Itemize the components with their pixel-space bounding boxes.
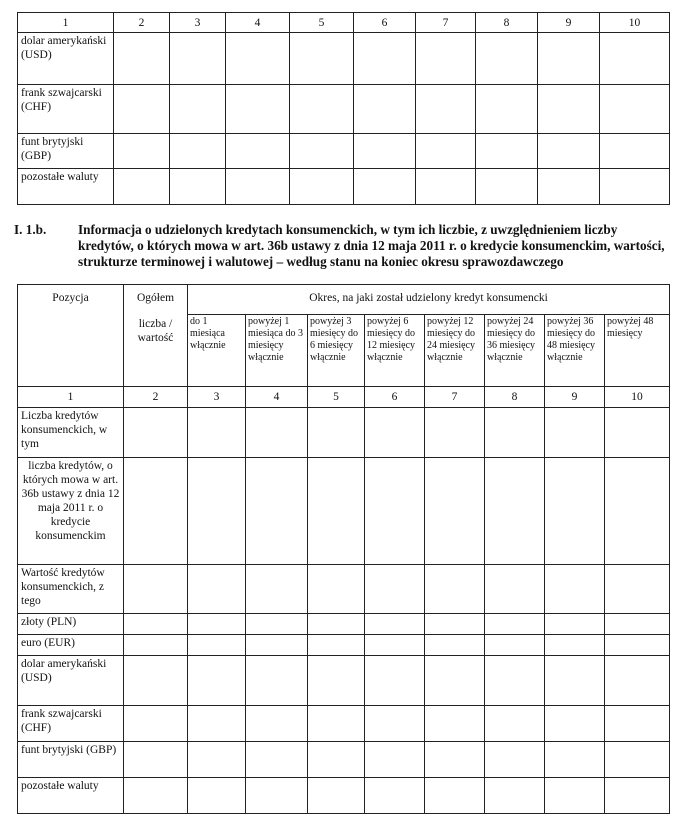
- row-label: dolar amerykański (USD): [18, 33, 114, 85]
- data-cell[interactable]: [365, 778, 425, 814]
- period-header: powyżej 1 miesiąca do 3 miesięcy włącznie: [246, 315, 308, 387]
- data-cell[interactable]: [308, 458, 365, 565]
- row-label: Liczba kredytów konsumenckich, w tym: [18, 408, 124, 458]
- data-cell[interactable]: [124, 706, 188, 742]
- period-header: powyżej 6 miesięcy do 12 miesięcy włącznie: [365, 315, 425, 387]
- table-row: [18, 635, 670, 656]
- data-cell[interactable]: [114, 169, 170, 205]
- col-number: 4: [226, 13, 290, 33]
- data-cell[interactable]: [365, 614, 425, 635]
- data-cell[interactable]: [365, 742, 425, 778]
- data-cell[interactable]: [545, 458, 605, 565]
- data-cell[interactable]: [545, 742, 605, 778]
- row-label: frank szwajcarski (CHF): [18, 85, 114, 134]
- data-cell[interactable]: [226, 134, 290, 169]
- period-header: powyżej 3 miesięcy do 6 miesięcy włącznie: [308, 315, 365, 387]
- column-number-row: [18, 13, 670, 33]
- column-number-row: [18, 387, 670, 408]
- data-cell[interactable]: [308, 778, 365, 814]
- data-cell[interactable]: [605, 635, 670, 656]
- data-cell[interactable]: [425, 778, 485, 814]
- col-number: 2: [124, 387, 188, 408]
- data-cell[interactable]: [600, 169, 670, 205]
- currency-table-top: [17, 12, 670, 205]
- data-cell[interactable]: [545, 706, 605, 742]
- data-cell[interactable]: [124, 635, 188, 656]
- data-cell[interactable]: [538, 134, 600, 169]
- header-pozycja: Pozycja: [18, 285, 124, 387]
- table-row: [18, 408, 670, 458]
- data-cell[interactable]: [246, 635, 308, 656]
- period-header: powyżej 24 miesięcy do 36 miesięcy włącznie: [485, 315, 545, 387]
- data-cell[interactable]: [114, 134, 170, 169]
- data-cell[interactable]: [365, 565, 425, 614]
- data-cell[interactable]: [425, 706, 485, 742]
- col-number: 6: [354, 13, 416, 33]
- data-cell[interactable]: [425, 458, 485, 565]
- col-number: 4: [246, 387, 308, 408]
- data-cell[interactable]: [354, 85, 416, 134]
- table-row: [18, 656, 670, 706]
- col-number: 3: [170, 13, 226, 33]
- data-cell[interactable]: [170, 85, 226, 134]
- data-cell[interactable]: [170, 169, 226, 205]
- data-cell[interactable]: [226, 169, 290, 205]
- row-label: Wartość kredytów konsumenckich, z tego: [18, 565, 124, 614]
- data-cell[interactable]: [485, 635, 545, 656]
- data-cell[interactable]: [290, 85, 354, 134]
- data-cell[interactable]: [124, 778, 188, 814]
- data-cell[interactable]: [476, 134, 538, 169]
- row-label: funt brytyjski (GBP): [18, 742, 124, 778]
- data-cell[interactable]: [246, 778, 308, 814]
- data-cell[interactable]: [124, 614, 188, 635]
- data-cell[interactable]: [124, 458, 188, 565]
- data-cell[interactable]: [365, 458, 425, 565]
- period-header: powyżej 36 miesięcy do 48 miesięcy włącznie: [545, 315, 605, 387]
- header-ogolem-sub: liczba / wartość: [124, 315, 188, 387]
- table-row: [18, 778, 670, 814]
- data-cell[interactable]: [188, 778, 246, 814]
- data-cell[interactable]: [425, 742, 485, 778]
- col-number: 3: [188, 387, 246, 408]
- data-cell[interactable]: [485, 565, 545, 614]
- data-cell[interactable]: [538, 169, 600, 205]
- data-cell[interactable]: [476, 33, 538, 85]
- data-cell[interactable]: [538, 33, 600, 85]
- data-cell[interactable]: [188, 742, 246, 778]
- data-cell[interactable]: [425, 408, 485, 458]
- table-row: [18, 458, 670, 565]
- data-cell[interactable]: [605, 565, 670, 614]
- data-cell[interactable]: [485, 458, 545, 565]
- data-cell[interactable]: [188, 565, 246, 614]
- table-row: [18, 614, 670, 635]
- data-cell[interactable]: [600, 134, 670, 169]
- data-cell[interactable]: [485, 706, 545, 742]
- data-cell[interactable]: [605, 742, 670, 778]
- data-cell[interactable]: [246, 706, 308, 742]
- section-title: Informacja o udzielonych kredytach konsumenckich, w tym ich liczbie, z uwzględnieniem liczby kredytów, o których mowa w art. 36b ustawy z dnia 12 maja 2011 r. o kredycie konsumenckim, wartości, strukturze terminowej i walutowej – według stanu na koniec okresu sprawozdawczego: [78, 222, 665, 269]
- data-cell[interactable]: [476, 85, 538, 134]
- row-label: złoty (PLN): [18, 614, 124, 635]
- col-number: 8: [476, 13, 538, 33]
- period-header: do 1 miesiąca włącznie: [188, 315, 246, 387]
- data-cell[interactable]: [246, 614, 308, 635]
- data-cell[interactable]: [290, 134, 354, 169]
- col-number: 10: [600, 13, 670, 33]
- data-cell[interactable]: [545, 565, 605, 614]
- data-cell[interactable]: [124, 742, 188, 778]
- data-cell[interactable]: [605, 778, 670, 814]
- data-cell[interactable]: [545, 635, 605, 656]
- data-cell[interactable]: [246, 408, 308, 458]
- data-cell[interactable]: [354, 134, 416, 169]
- section-number: I. 1.b.: [14, 222, 47, 237]
- col-number: 5: [308, 387, 365, 408]
- data-cell[interactable]: [246, 656, 308, 706]
- col-number: 1: [18, 13, 114, 33]
- col-number: 7: [425, 387, 485, 408]
- data-cell[interactable]: [600, 33, 670, 85]
- data-cell[interactable]: [188, 635, 246, 656]
- row-label: liczba kredytów, o których mowa w art. 36b ustawy z dnia 12 maja 2011 r. o kredycie konsumenckim: [18, 458, 124, 565]
- data-cell[interactable]: [308, 635, 365, 656]
- data-cell[interactable]: [545, 656, 605, 706]
- data-cell[interactable]: [600, 85, 670, 134]
- data-cell[interactable]: [308, 565, 365, 614]
- data-cell[interactable]: [365, 635, 425, 656]
- table-row: [18, 33, 670, 85]
- data-cell[interactable]: [308, 614, 365, 635]
- data-cell[interactable]: [226, 85, 290, 134]
- data-cell[interactable]: [476, 169, 538, 205]
- row-label: pozostałe waluty: [18, 778, 124, 814]
- data-cell[interactable]: [114, 33, 170, 85]
- table-row: [18, 169, 670, 205]
- header-row: [18, 285, 670, 315]
- data-cell[interactable]: [416, 134, 476, 169]
- data-cell[interactable]: [545, 614, 605, 635]
- col-number: 9: [538, 13, 600, 33]
- data-cell[interactable]: [226, 33, 290, 85]
- data-cell[interactable]: [425, 565, 485, 614]
- data-cell[interactable]: [365, 656, 425, 706]
- col-number: 5: [290, 13, 354, 33]
- data-cell[interactable]: [485, 656, 545, 706]
- data-cell[interactable]: [246, 742, 308, 778]
- data-cell[interactable]: [246, 458, 308, 565]
- data-cell[interactable]: [416, 33, 476, 85]
- col-number: 8: [485, 387, 545, 408]
- data-cell[interactable]: [188, 656, 246, 706]
- data-cell[interactable]: [605, 706, 670, 742]
- data-cell[interactable]: [485, 614, 545, 635]
- data-cell[interactable]: [308, 656, 365, 706]
- row-label: frank szwajcarski (CHF): [18, 706, 124, 742]
- data-cell[interactable]: [290, 33, 354, 85]
- data-cell[interactable]: [124, 565, 188, 614]
- col-number: 1: [18, 387, 124, 408]
- data-cell[interactable]: [365, 408, 425, 458]
- data-cell[interactable]: [605, 656, 670, 706]
- header-okres: Okres, na jaki został udzielony kredyt konsumencki: [188, 285, 670, 315]
- data-cell[interactable]: [605, 408, 670, 458]
- data-cell[interactable]: [538, 85, 600, 134]
- row-label: euro (EUR): [18, 635, 124, 656]
- data-cell[interactable]: [188, 614, 246, 635]
- data-cell[interactable]: [188, 408, 246, 458]
- col-number: 10: [605, 387, 670, 408]
- data-cell[interactable]: [545, 778, 605, 814]
- period-header: powyżej 12 miesięcy do 24 miesięcy włącznie: [425, 315, 485, 387]
- data-cell[interactable]: [308, 742, 365, 778]
- data-cell[interactable]: [425, 635, 485, 656]
- col-number: 2: [114, 13, 170, 33]
- col-number: 6: [365, 387, 425, 408]
- data-cell[interactable]: [114, 85, 170, 134]
- data-cell[interactable]: [188, 706, 246, 742]
- row-label: dolar amerykański (USD): [18, 656, 124, 706]
- data-cell[interactable]: [485, 742, 545, 778]
- row-label: funt brytyjski (GBP): [18, 134, 114, 169]
- col-number: 7: [416, 13, 476, 33]
- table-row: [18, 134, 670, 169]
- data-cell[interactable]: [354, 33, 416, 85]
- table-row: [18, 742, 670, 778]
- data-cell[interactable]: [308, 706, 365, 742]
- data-cell[interactable]: [308, 408, 365, 458]
- data-cell[interactable]: [485, 778, 545, 814]
- table-row: [18, 565, 670, 614]
- consumer-credit-table: [17, 284, 670, 814]
- table-row: [18, 706, 670, 742]
- data-cell[interactable]: [246, 565, 308, 614]
- data-cell[interactable]: [170, 134, 226, 169]
- data-cell[interactable]: [416, 169, 476, 205]
- data-cell[interactable]: [545, 408, 605, 458]
- data-cell[interactable]: [416, 85, 476, 134]
- data-cell[interactable]: [124, 656, 188, 706]
- table-row: [18, 85, 670, 134]
- data-cell[interactable]: [365, 706, 425, 742]
- data-cell[interactable]: [170, 33, 226, 85]
- col-number: 9: [545, 387, 605, 408]
- data-cell[interactable]: [188, 458, 246, 565]
- header-ogolem: Ogółem: [124, 285, 188, 315]
- row-label: pozostałe waluty: [18, 169, 114, 205]
- data-cell[interactable]: [425, 614, 485, 635]
- period-header: powyżej 48 miesięcy: [605, 315, 670, 387]
- data-cell[interactable]: [605, 614, 670, 635]
- data-cell[interactable]: [605, 458, 670, 565]
- data-cell[interactable]: [425, 656, 485, 706]
- data-cell[interactable]: [354, 169, 416, 205]
- data-cell[interactable]: [124, 408, 188, 458]
- data-cell[interactable]: [485, 408, 545, 458]
- data-cell[interactable]: [290, 169, 354, 205]
